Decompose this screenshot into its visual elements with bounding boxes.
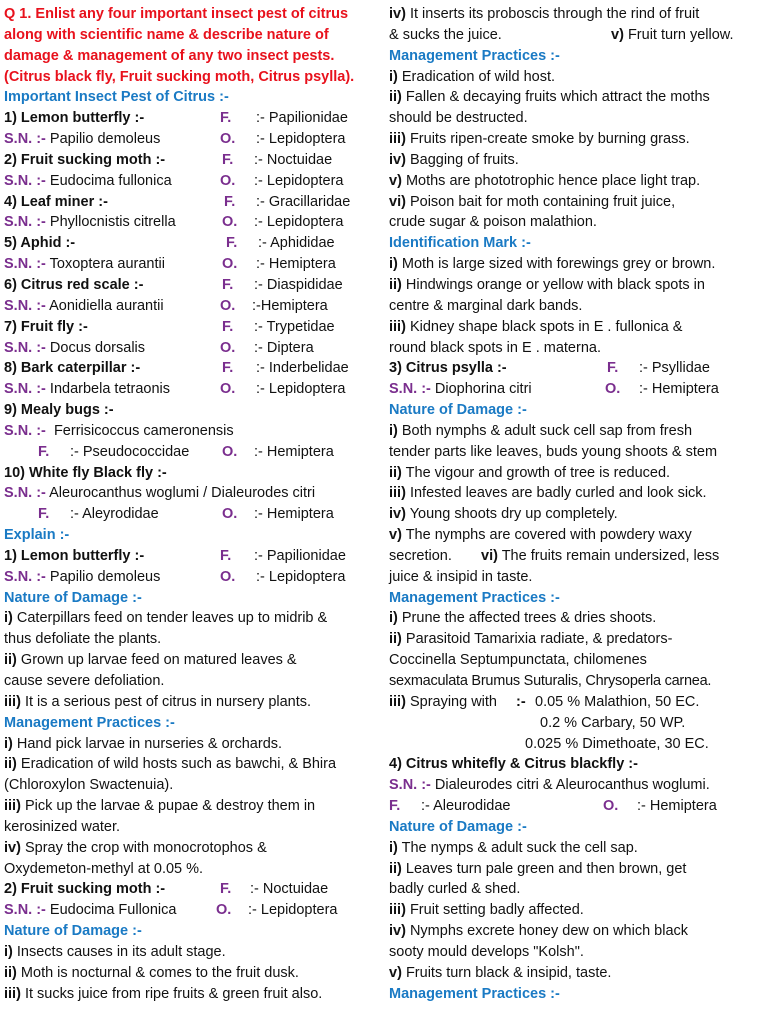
separator: :- [258,235,267,252]
order-value: Lepidoptera [268,381,346,398]
item-text: The vigour and growth of tree is reduced. [405,464,671,481]
order-label: O. [605,381,621,398]
list-item-cont: Coccinella Septumpunctata, chilomenes [389,652,647,669]
management-heading: Management Practices :- [4,714,175,731]
sn-label: S.N. :- [4,381,46,398]
item-text: Parasitoid Tamarixia radiate, & predators- [405,631,673,648]
scientific-name: Aleurocanthus woglumi / Dialeurodes citri [49,485,316,502]
family-value: Aleyrodidae [82,506,159,523]
right-column [389,4,765,1005]
pest-name: 6) Citrus red scale :- [4,276,144,293]
nature-of-damage-heading: Nature of Damage :- [4,589,142,606]
family-value: Noctuidae [266,151,333,168]
family-label: F. [38,506,50,523]
order-label: O. [222,443,238,460]
order-value: Lepidoptera [266,214,344,231]
list-item [4,608,382,629]
item-number: ii) [389,464,402,481]
item-text: The fruits remain undersized, less [501,547,720,564]
family-value: Diaspididae [266,276,343,293]
list-item-cont: badly curled & shed. [389,881,521,898]
separator: :- [256,360,265,377]
item-text: Caterpillars feed on tender leaves up to midrib & [16,610,328,627]
list-item [4,692,382,713]
list-item [389,608,765,629]
pest-name-row [4,192,382,213]
family-label: F. [222,318,234,335]
item-number: iii) [389,131,406,148]
list-item [389,629,765,650]
sn-label: S.N. :- [4,172,46,189]
item-text: Fallen & decaying fruits which attract the moths [405,89,710,106]
list-item-cont: (Chloroxylon Swactenuia). [4,777,174,794]
item-number: iii) [389,693,406,710]
pest-name: 5) Aphid :- [4,235,76,252]
pest-sn-row [4,212,382,233]
order-value: Diptera [266,339,314,356]
management-heading: Management Practices :- [389,985,560,1002]
pest-name: 10) White fly Black fly :- [4,464,167,481]
item-number: iii) [389,318,406,335]
list-item [389,859,765,880]
family-value: Noctuidae [262,881,329,898]
sn-label: S.N. :- [4,131,46,148]
list-item-cont: sexmaculata Brumus Suturalis, Chrysoperla carnea. [389,673,712,689]
separator: :- [70,443,79,460]
item-number: vi) [389,193,406,210]
separator: :- [639,360,648,377]
order-value: Hemiptera [266,443,334,460]
list-item [389,4,765,25]
item-number: iv) [4,839,21,856]
scientific-name: Papilio demoleus [49,568,161,585]
list-item [4,963,382,984]
family-label: F. [220,881,232,898]
pest-sn-row [4,483,382,504]
question-line-2: along with scientific name & describe nature of [4,26,329,43]
management-heading: Management Practices :- [389,47,560,64]
pest-name: 8) Bark caterpillar :- [4,360,141,377]
separator: :- [256,381,265,398]
scientific-name: Indarbela tetraonis [49,381,171,398]
separator: :- [256,193,265,210]
list-item [389,317,765,338]
list-item-cont: cause severe defoliation. [4,673,165,689]
scientific-name: Ferrisicoccus cameronensis [53,422,234,439]
item-text: It is a serious pest of citrus in nursery plants. [24,693,312,710]
identification-heading: Identification Mark :- [389,235,531,252]
item-number: i) [389,422,398,439]
nature-of-damage-heading: Nature of Damage :- [4,923,142,940]
pest-name-row [4,108,382,129]
list-item [389,150,765,171]
item-number: ii) [389,631,402,648]
item-text: Hand pick larvae in nurseries & orchards. [16,735,283,752]
management-heading: Management Practices :- [389,589,560,606]
item-text: Both nymphs & adult suck cell sap from fresh [401,422,693,439]
pest-name-row [4,150,382,171]
separator: :- [254,318,263,335]
list-item-cont: kerosinized water. [4,818,121,835]
scientific-name: Eudocima Fullonica [49,902,177,919]
item-number: v) [389,527,402,544]
order-label: O. [603,798,619,815]
order-value: Hemiptera [260,297,328,314]
list-item-cont: centre & marginal dark bands. [389,297,583,314]
item-text: Eradication of wild host. [401,68,556,85]
order-value: Lepidoptera [260,902,338,919]
spray-dose: 0.05 % Malathion, 50 EC. [535,693,700,710]
pest-sn-row [4,129,382,150]
order-value: Hemiptera [266,506,334,523]
item-text: Fruits ripen-create smoke by burning grass. [409,131,690,148]
item-text: secretion. [389,547,452,564]
item-text: Fruit setting badly affected. [409,902,584,919]
item-text: Nymphs excrete honey dew on which black [409,923,689,940]
list-item [4,796,382,817]
order-label: O. [220,172,236,189]
list-item-cont: juice & insipid in taste. [389,568,533,585]
list-item [389,171,765,192]
family-label: F. [222,276,234,293]
list-item [389,463,765,484]
spray-dose: 0.2 % Carbary, 50 WP. [540,714,686,731]
family-label: F. [226,235,238,252]
item-text: & sucks the juice. [389,26,502,43]
family-label: F. [38,443,50,460]
item-text: Insects causes in its adult stage. [16,943,226,960]
item-number: ii) [389,860,402,877]
item-text: The nymphs are covered with powdery waxy [405,527,692,544]
pest-name-row [4,233,382,254]
item-number: ii) [389,89,402,106]
family-label: F. [220,547,232,564]
family-label: F. [389,798,401,815]
separator: :- [254,172,263,189]
order-label: O. [220,568,236,585]
separator: :- [254,339,263,356]
family-label: F. [222,151,234,168]
question-line-1: Q 1. Enlist any four important insect pest of citrus [4,6,349,22]
pest-name: 3) Citrus psylla :- [389,360,507,377]
question-line-3: damage & management of any two insect pests. [4,47,335,64]
family-value: Inderbelidae [268,360,349,377]
item-text: Eradication of wild hosts such as bawchi, & Bhira [20,756,337,773]
separator: :- [254,276,263,293]
list-item [4,754,382,775]
pest-name-row [4,546,382,567]
family-value: Papilionidae [268,110,348,127]
pest-sn-row [4,296,382,317]
pest-sn-row [4,171,382,192]
separator: :- [256,568,265,585]
list-item [389,900,765,921]
separator: :- [639,381,648,398]
item-number: v) [611,26,624,43]
separator: :- [252,297,261,314]
family-value: Pseudococcidae [82,443,190,460]
order-label: O. [220,339,236,356]
item-text: Kidney shape black spots in E . fullonica & [409,318,683,335]
separator: :- [256,110,265,127]
order-label: O. [222,506,238,523]
list-item [389,504,765,525]
question-line-4: (Citrus black fly, Fruit sucking moth, Citrus psylla). [4,68,355,85]
item-number: i) [389,68,398,85]
item-number: vi) [481,547,498,564]
separator: :- [256,131,265,148]
pest-sn-row [4,338,382,359]
pest-name: 1) Lemon butterfly :- [4,547,145,564]
scientific-name: Dialeurodes citri & Aleurocanthus woglumi. [434,777,710,794]
item-number: i) [4,943,13,960]
order-value: Lepidoptera [268,131,346,148]
separator: :- [250,881,259,898]
pest-name: 9) Mealy bugs :- [4,402,114,419]
sn-label: S.N. :- [4,902,46,919]
pest-sn-row [389,379,765,400]
list-item-cont: round black spots in E . materna. [389,339,601,356]
family-label: F. [607,360,619,377]
item-text: It sucks juice from ripe fruits & green fruit also. [24,985,323,1002]
item-number: ii) [389,276,402,293]
pest-name: 2) Fruit sucking moth :- [4,151,166,168]
pest-name: 7) Fruit fly :- [4,318,88,335]
item-number: iii) [4,693,21,710]
scientific-name: Toxoptera aurantii [49,256,165,273]
item-text: Bagging of fruits. [409,151,519,168]
list-item [4,838,382,859]
pest-name-row [389,358,765,379]
list-item [389,129,765,150]
item-number: ii) [4,652,17,669]
sn-label: S.N. :- [389,381,431,398]
scientific-name: Phyllocnistis citrella [49,214,176,231]
list-item [4,734,382,755]
item-number: iii) [389,485,406,502]
pest-name-row [4,358,382,379]
list-item-cont: tender parts like leaves, buds young shoots & stem [389,443,718,460]
item-text: Spraying with [409,693,497,710]
item-text: Poison bait for moth containing fruit juice, [409,193,676,210]
list-item-cont [389,713,765,734]
order-value: Hemiptera [649,798,717,815]
separator: :- [256,256,265,273]
item-text: Infested leaves are badly curled and look sick. [409,485,707,502]
pest-sn-row [389,775,765,796]
family-value: Psyllidae [651,360,710,377]
list-item [4,984,382,1005]
list-item [389,254,765,275]
order-value: Hemiptera [651,381,719,398]
item-number: i) [389,256,398,273]
item-number: iv) [389,6,406,22]
list-item [389,275,765,296]
spray-dose: 0.025 % Dimethoate, 30 EC. [525,735,709,752]
item-number: iii) [4,985,21,1002]
order-label: O. [216,902,232,919]
list-item-cont: sooty mould develops "Kolsh". [389,943,584,960]
order-label: O. [220,297,236,314]
item-number: iv) [389,923,406,940]
item-number: v) [389,172,402,189]
family-label: F. [224,193,236,210]
sn-label: S.N. :- [4,297,46,314]
item-text: Prune the affected trees & dries shoots. [401,610,657,627]
separator: :- [70,506,79,523]
explain-heading: Explain :- [4,527,70,544]
left-column [4,4,382,1005]
list-item-cont: should be destructed. [389,110,528,127]
item-number: v) [389,964,402,981]
order-label: O. [222,214,238,231]
item-number: i) [389,839,398,856]
family-label: F. [220,110,232,127]
scientific-name: Diophorina citri [434,381,532,398]
item-text: Spray the crop with monocrotophos & [24,839,267,856]
pest-name: 2) Fruit sucking moth :- [4,881,166,898]
family-value: Papilionidae [266,547,346,564]
sn-label: S.N. :- [4,568,46,585]
item-number: iii) [4,798,21,815]
pest-name: 1) Lemon butterfly :- [4,110,145,127]
family-value: Aleurodidae [433,798,511,815]
pest-sn-row [4,254,382,275]
order-label: O. [222,256,238,273]
item-text: It inserts its proboscis through the rind of fruit [409,6,700,22]
item-text: Young shoots dry up completely. [409,506,618,523]
item-number: i) [389,610,398,627]
list-item [389,525,765,546]
list-item [389,421,765,442]
item-number: iv) [389,506,406,523]
separator: :- [254,214,263,231]
pest-family-order-row [389,796,765,817]
list-item [389,692,765,713]
separator: :- [254,151,263,168]
item-text: Pick up the larvae & pupae & destroy them in [24,798,316,815]
scientific-name: Eudocima fullonica [49,172,172,189]
pest-family-order-row [4,442,382,463]
item-number: iv) [389,151,406,168]
list-item-cont: crude sugar & poison malathion. [389,214,597,231]
list-item [389,192,765,213]
pest-sn-row [4,379,382,400]
pest-name: 4) Citrus whitefly & Citrus blackfly :- [389,756,638,773]
pest-name-row [4,275,382,296]
item-text: Fruits turn black & insipid, taste. [405,964,612,981]
order-label: O. [220,381,236,398]
nature-of-damage-heading: Nature of Damage :- [389,818,527,835]
pest-family-order-row [4,504,382,525]
item-text: Hindwings orange or yellow with black spots in [405,276,705,293]
list-item-cont [389,734,765,755]
scientific-name: Aonidiella aurantii [49,297,164,314]
item-text: Leaves turn pale green and then brown, get [405,860,687,877]
item-number: iii) [389,902,406,919]
pest-name-row [4,879,382,900]
item-text: Moths are phototrophic hence place light trap. [405,172,701,189]
item-number: i) [4,735,13,752]
order-value: Lepidoptera [266,172,344,189]
list-item [389,25,765,46]
separator: :- [254,547,263,564]
list-item [4,650,382,671]
item-number: ii) [4,964,17,981]
pest-sn-row [4,567,382,588]
scientific-name: Papilio demoleus [49,131,161,148]
order-value: Lepidoptera [268,568,346,585]
order-label: O. [220,131,236,148]
item-text: Grown up larvae feed on matured leaves & [20,652,297,669]
sn-label: S.N. :- [4,256,46,273]
order-value: Hemiptera [268,256,336,273]
list-item-cont: Oxydemeton-methyl at 0.05 %. [4,860,204,877]
pest-name-row [4,317,382,338]
list-item [389,87,765,108]
separator: :- [421,798,430,815]
separator: :- [254,443,263,460]
list-item [389,67,765,88]
list-item [389,546,765,567]
sn-label: S.N. :- [4,339,46,356]
item-text: Moth is nocturnal & comes to the fruit dusk. [20,964,299,981]
separator: :- [254,506,263,523]
pest-name: 4) Leaf miner :- [4,193,108,210]
sn-label: S.N. :- [4,214,46,231]
family-value: Trypetidae [266,318,335,335]
separator: :- [516,693,526,710]
important-pests-heading: Important Insect Pest of Citrus :- [4,89,229,106]
item-text: Moth is large sized with forewings grey or brown. [401,256,716,273]
list-item-cont: thus defoliate the plants. [4,631,162,648]
list-item [389,921,765,942]
sn-label: S.N. :- [4,485,46,502]
sn-label: S.N. :- [4,422,46,439]
family-value: Gracillaridae [268,193,351,210]
item-text: The nymps & adult suck the cell sap. [401,839,638,856]
list-item [4,942,382,963]
list-item [389,838,765,859]
separator: :- [637,798,646,815]
item-number: i) [4,610,13,627]
nature-of-damage-heading: Nature of Damage :- [389,402,527,419]
pest-sn-row [4,421,382,442]
list-item [389,963,765,984]
list-item [389,483,765,504]
family-value: Aphididae [270,235,335,252]
scientific-name: Docus dorsalis [49,339,146,356]
sn-label: S.N. :- [389,777,431,794]
family-label: F. [222,360,234,377]
pest-sn-row [4,900,382,921]
item-text: Fruit turn yellow. [627,26,734,43]
separator: :- [248,902,257,919]
item-number: ii) [4,756,17,773]
